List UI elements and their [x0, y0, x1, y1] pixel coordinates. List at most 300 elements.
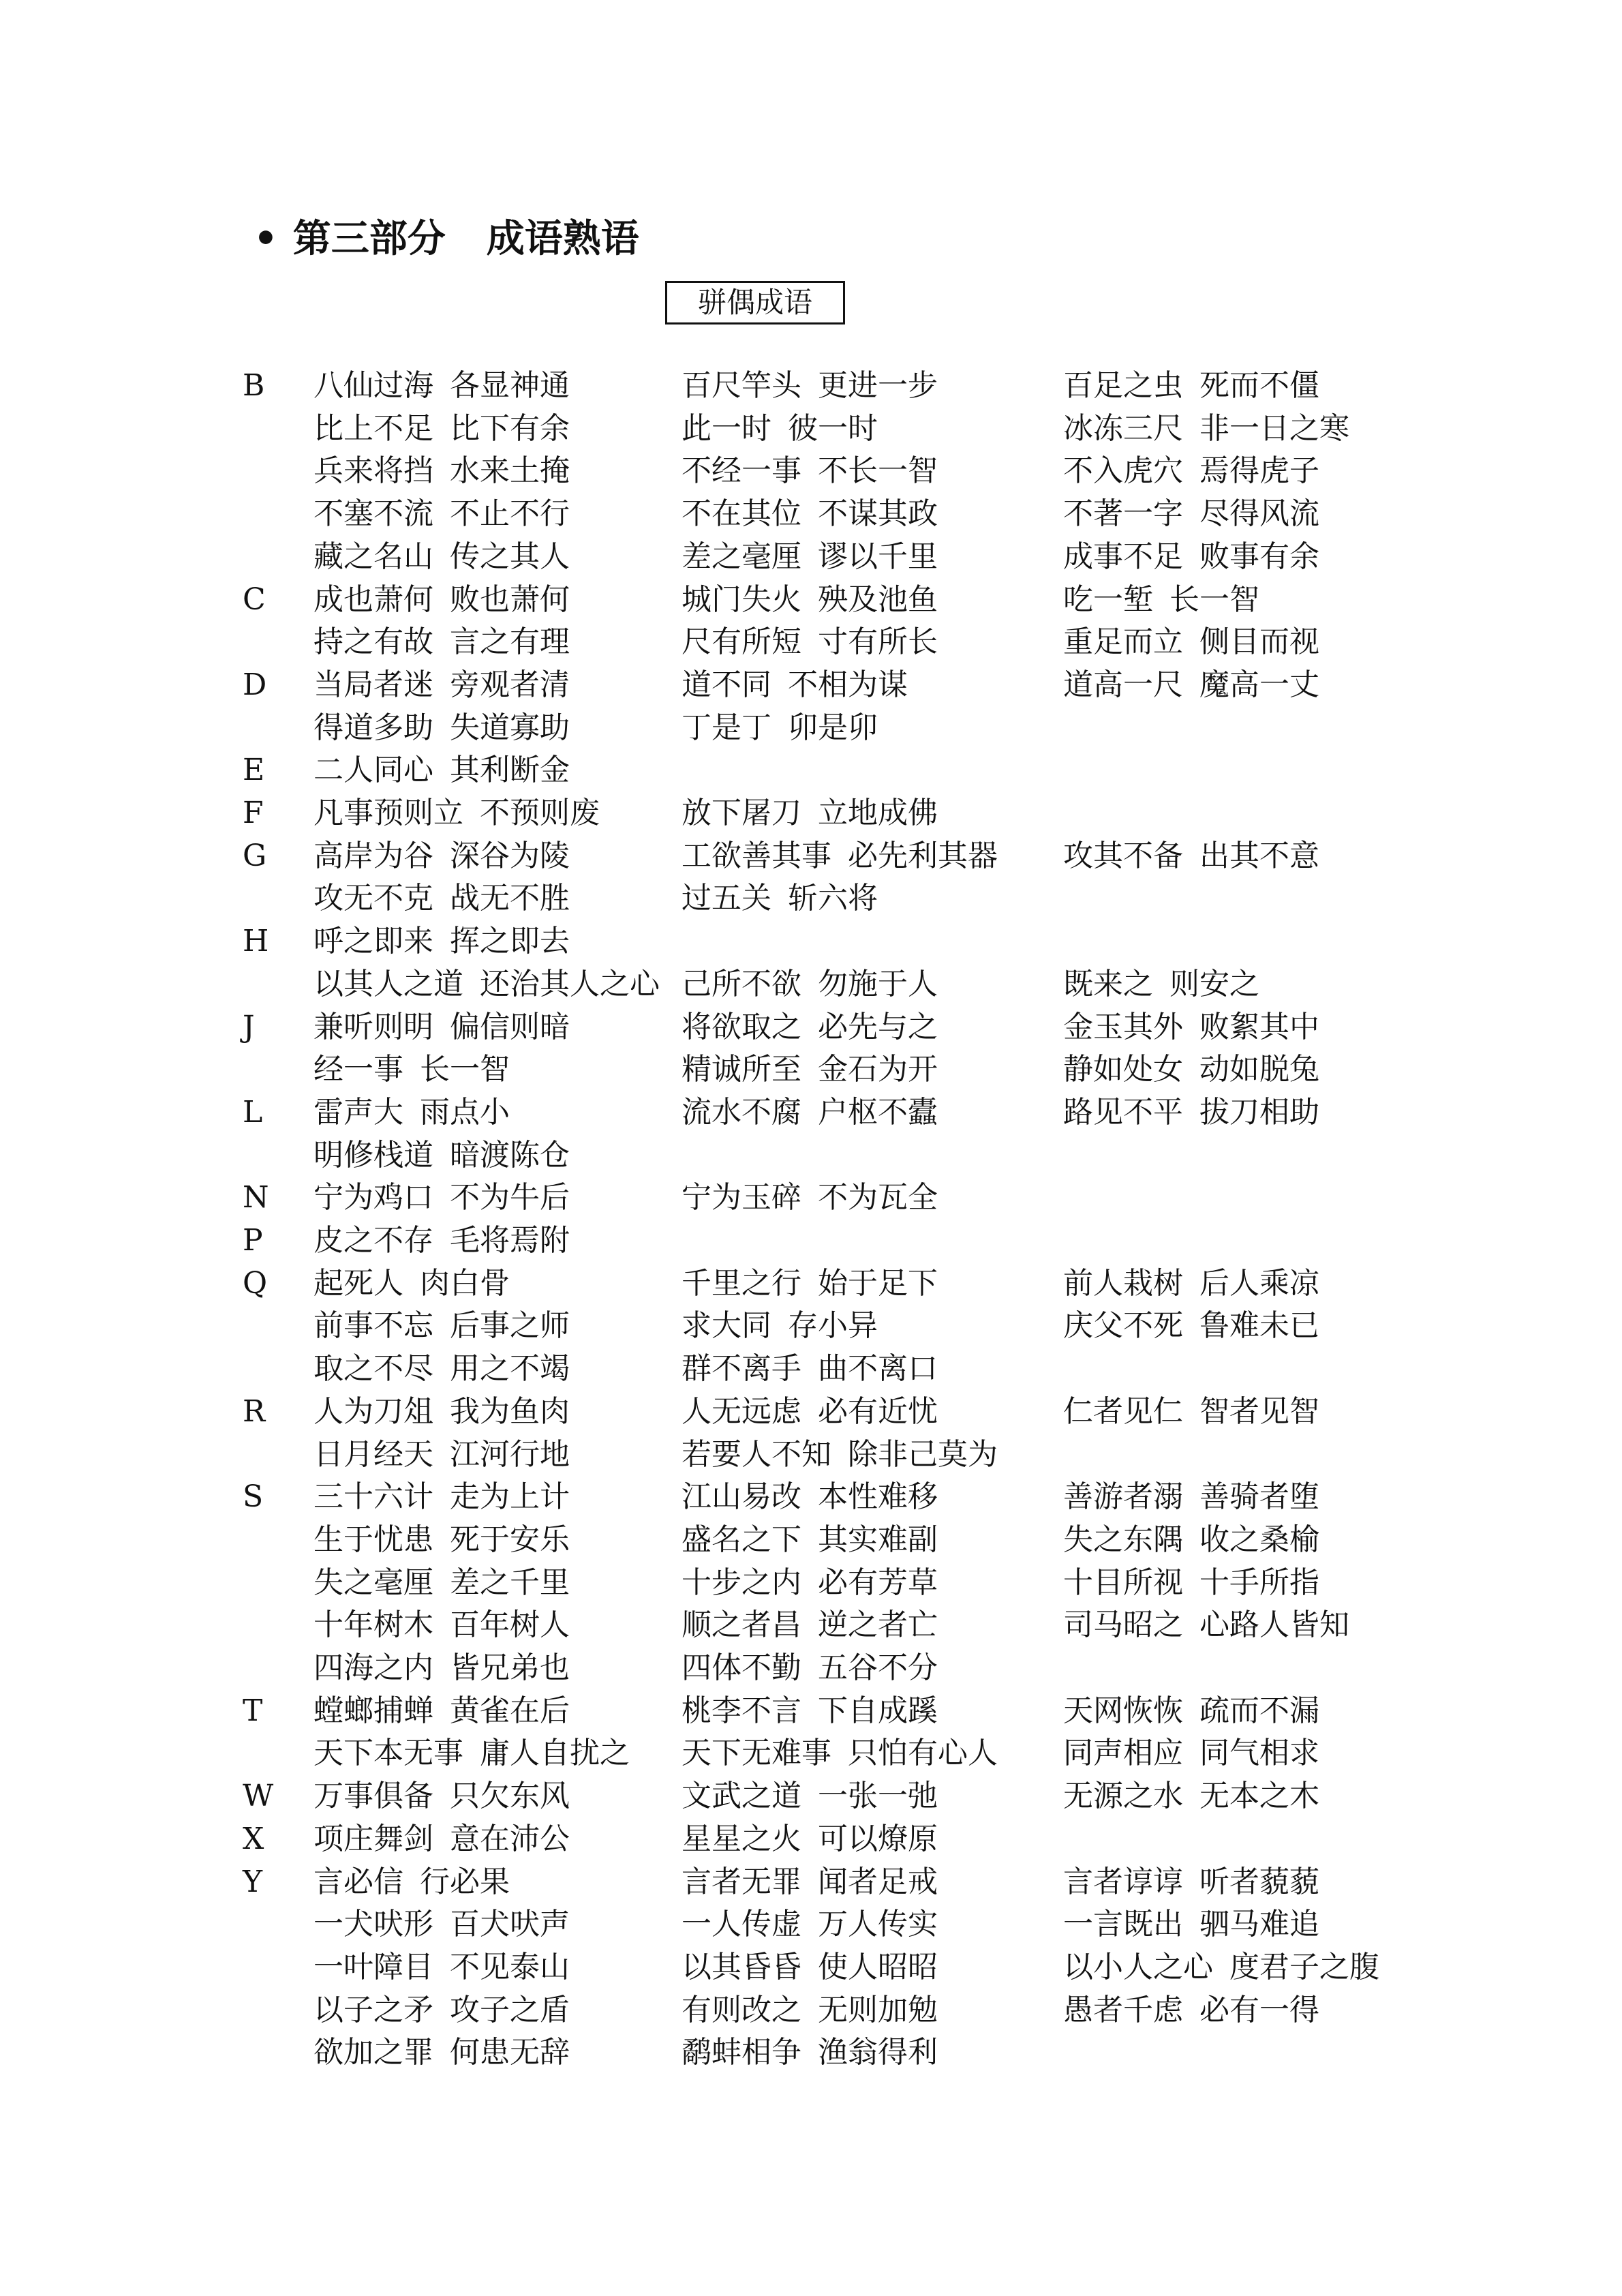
idiom-second-half: 何患无辞	[450, 2035, 570, 2070]
idiom-first-half: 将欲取之	[682, 1009, 801, 1044]
idiom-row	[0, 536, 1622, 578]
idiom-second-half: 行必果	[420, 1864, 510, 1899]
idiom-pair	[313, 792, 600, 834]
idiom-pair	[682, 707, 878, 749]
idiom-second-half: 不相为谋	[788, 667, 908, 702]
idiom-first-half: 成也萧何	[313, 581, 433, 617]
idiom-first-half: 司马昭之	[1063, 1607, 1183, 1643]
idiom-first-half: 生于忧患	[313, 1522, 433, 1557]
idiom-first-half: 若要人不知	[682, 1436, 831, 1472]
idiom-first-half: 一人传虚	[682, 1907, 801, 1942]
idiom-second-half: 使人昭昭	[818, 1949, 938, 1984]
idiom-first-half: 螳螂捕蝉	[313, 1693, 433, 1728]
idiom-first-half: 同声相应	[1063, 1736, 1183, 1771]
idiom-second-half: 攻子之盾	[450, 1992, 570, 2027]
idiom-pair	[682, 1519, 938, 1561]
idiom-second-half: 度君子之腹	[1229, 1949, 1379, 1984]
idiom-pair	[313, 579, 570, 621]
idiom-first-half: 冰冻三尺	[1063, 410, 1183, 446]
idiom-first-half: 前人栽树	[1063, 1265, 1183, 1301]
idiom-first-half: 道高一尺	[1063, 667, 1183, 702]
section-part: 第三部分	[292, 216, 446, 261]
idiom-second-half: 渔翁得利	[818, 2035, 938, 2070]
index-letter: G	[243, 838, 267, 873]
idiom-first-half: 百尺竿头	[682, 368, 801, 403]
idiom-first-half: 失之东隅	[1063, 1522, 1183, 1557]
idiom-second-half: 动如脱兔	[1199, 1052, 1319, 1087]
idiom-pair	[682, 1818, 938, 1860]
idiom-row	[0, 493, 1622, 535]
idiom-pair	[682, 1391, 938, 1433]
idiom-second-half: 更进一步	[818, 368, 938, 403]
idiom-pair	[1063, 1391, 1319, 1433]
idiom-pair	[313, 1989, 570, 2031]
idiom-second-half: 必有一得	[1199, 1992, 1319, 2027]
idiom-second-half: 善骑者堕	[1199, 1479, 1319, 1515]
idiom-second-half: 斩六将	[788, 881, 878, 916]
idiom-second-half: 死于安乐	[450, 1522, 570, 1557]
idiom-second-half: 江河行地	[450, 1436, 570, 1472]
idiom-second-half: 挥之即去	[450, 924, 570, 959]
idiom-pair	[682, 963, 938, 1006]
idiom-pair	[682, 877, 878, 920]
idiom-pair	[1063, 1946, 1379, 1989]
idiom-first-half: 群不离手	[682, 1351, 801, 1387]
idiom-first-half: 一言既出	[1063, 1907, 1183, 1942]
idiom-pair	[1063, 1690, 1319, 1732]
idiom-second-half: 失道寡助	[450, 710, 570, 745]
idiom-first-half: 十年树木	[313, 1607, 433, 1643]
idiom-pair	[1063, 1562, 1319, 1604]
section-heading	[254, 211, 639, 266]
idiom-pair	[1063, 1091, 1319, 1134]
idiom-first-half: 差之毫厘	[682, 539, 801, 574]
index-letter: N	[243, 1180, 269, 1215]
idiom-pair	[682, 493, 938, 535]
idiom-pair	[313, 1476, 570, 1518]
idiom-pair	[682, 408, 878, 450]
idiom-pair	[1063, 664, 1319, 706]
idiom-first-half: 成事不足	[1063, 539, 1183, 574]
idiom-row	[0, 1476, 1622, 1518]
idiom-row	[0, 365, 1622, 407]
idiom-first-half: 一叶障目	[313, 1949, 433, 1984]
idiom-second-half: 皆兄弟也	[450, 1650, 570, 1685]
idiom-pair	[313, 1220, 570, 1262]
idiom-first-half: 不在其位	[682, 496, 801, 532]
idiom-row	[0, 1220, 1622, 1262]
idiom-row	[0, 835, 1622, 877]
idiom-second-half: 战无不胜	[450, 881, 570, 916]
idiom-row	[0, 2031, 1622, 2074]
idiom-second-half: 金石为开	[818, 1052, 938, 1087]
idiom-row	[0, 1818, 1622, 1860]
idiom-second-half: 我为鱼肉	[450, 1393, 570, 1429]
index-letter: Q	[243, 1265, 268, 1301]
idiom-second-half: 心路人皆知	[1199, 1607, 1349, 1643]
idiom-second-half: 户枢不蠹	[818, 1094, 938, 1130]
idiom-second-half: 本性难移	[818, 1479, 938, 1515]
idiom-pair	[682, 1476, 938, 1518]
idiom-second-half: 始于足下	[818, 1265, 938, 1301]
idiom-pair	[682, 579, 938, 621]
idiom-first-half: 攻无不克	[313, 881, 433, 916]
idiom-pair	[1063, 408, 1349, 450]
idiom-second-half: 意在沛公	[450, 1821, 570, 1856]
idiom-pair	[682, 1562, 938, 1604]
idiom-first-half: 道不同	[682, 667, 771, 702]
idiom-first-half: 百足之虫	[1063, 368, 1183, 403]
idiom-row	[0, 707, 1622, 749]
index-letter: C	[243, 581, 266, 617]
idiom-second-half: 毛将焉附	[450, 1223, 570, 1258]
idiom-pair	[1063, 579, 1259, 621]
idiom-first-half: 日月经天	[313, 1436, 433, 1472]
idiom-pair	[682, 1861, 938, 1903]
idiom-pair	[682, 664, 908, 706]
idiom-pair	[682, 621, 938, 663]
idiom-pair	[313, 1775, 570, 1817]
idiom-pair	[313, 664, 570, 706]
idiom-pair	[682, 1348, 938, 1390]
idiom-first-half: 不入虎穴	[1063, 453, 1183, 489]
idiom-first-half: 流水不腐	[682, 1094, 801, 1130]
idiom-row	[0, 877, 1622, 920]
idiom-second-half: 听者藐藐	[1199, 1864, 1319, 1899]
idiom-first-half: 天下无难事	[682, 1736, 831, 1771]
idiom-first-half: 庆父不死	[1063, 1308, 1183, 1344]
idiom-first-half: 一犬吠形	[313, 1907, 433, 1942]
idiom-second-half: 百犬吠声	[450, 1907, 570, 1942]
idiom-pair	[1063, 1048, 1319, 1091]
idiom-pair	[313, 1732, 630, 1774]
idiom-second-half: 败絮其中	[1199, 1009, 1319, 1044]
idiom-second-half: 其利断金	[450, 753, 570, 788]
index-letter: R	[243, 1393, 266, 1429]
idiom-pair	[313, 707, 570, 749]
idiom-second-half: 殃及池鱼	[818, 581, 938, 617]
idiom-second-half: 后事之师	[450, 1308, 570, 1344]
idiom-first-half: 言者谆谆	[1063, 1864, 1183, 1899]
idiom-first-half: 丁是丁	[682, 710, 771, 745]
idiom-pair	[313, 1006, 570, 1048]
idiom-second-half: 不预则废	[480, 796, 600, 830]
index-letter: J	[243, 1009, 255, 1044]
idiom-first-half: 以子之矛	[313, 1992, 433, 2027]
idiom-first-half: 仁者见仁	[1063, 1393, 1183, 1429]
idiom-row	[0, 1091, 1622, 1134]
idiom-first-half: 天下本无事	[313, 1736, 463, 1771]
idiom-row	[0, 920, 1622, 963]
idiom-pair	[313, 408, 570, 450]
idiom-first-half: 皮之不存	[313, 1223, 433, 1258]
idiom-pair	[1063, 1519, 1319, 1561]
idiom-row	[0, 1177, 1622, 1219]
idiom-second-half: 尽得风流	[1199, 496, 1319, 532]
idiom-first-half: 无源之水	[1063, 1779, 1183, 1814]
idiom-second-half: 智者见智	[1199, 1393, 1319, 1429]
idiom-second-half: 各显神通	[450, 368, 570, 403]
idiom-second-half: 寸有所长	[818, 624, 938, 660]
idiom-pair	[313, 877, 570, 920]
index-letter: H	[243, 924, 269, 959]
idiom-first-half: 宁为玉碎	[682, 1180, 801, 1215]
idiom-pair	[313, 920, 570, 963]
idiom-first-half: 千里之行	[682, 1265, 801, 1301]
idiom-pair	[1063, 1732, 1319, 1774]
idiom-second-half: 败事有余	[1199, 539, 1319, 574]
idiom-second-half: 走为上计	[450, 1479, 570, 1515]
idiom-second-half: 长一智	[1169, 581, 1259, 617]
idiom-first-half: 善游者溺	[1063, 1479, 1183, 1515]
idiom-pair	[1063, 1476, 1319, 1518]
idiom-second-half: 谬以千里	[818, 539, 938, 574]
idiom-first-half: 十步之内	[682, 1565, 801, 1600]
idiom-pair	[1063, 963, 1259, 1006]
idiom-first-half: 失之毫厘	[313, 1565, 433, 1600]
idiom-pair	[313, 1134, 570, 1177]
idiom-second-half: 比下有余	[450, 410, 570, 446]
idiom-first-half: 四体不勤	[682, 1650, 801, 1685]
idiom-row	[0, 1348, 1622, 1390]
idiom-first-half: 不著一字	[1063, 496, 1183, 532]
idiom-pair	[1063, 1006, 1319, 1048]
idiom-row	[0, 1134, 1622, 1177]
idiom-first-half: 项庄舞剑	[313, 1821, 433, 1856]
idiom-pair	[1063, 1305, 1319, 1347]
idiom-first-half: 欲加之罪	[313, 2035, 433, 2070]
idiom-second-half: 不谋其政	[818, 496, 938, 532]
idiom-row	[0, 1305, 1622, 1347]
idiom-second-half: 存小异	[788, 1308, 878, 1344]
idiom-row	[0, 1391, 1622, 1433]
index-letter: S	[243, 1479, 264, 1515]
idiom-row	[0, 1690, 1622, 1732]
idiom-first-half: 不经一事	[682, 453, 801, 489]
idiom-first-half: 天网恢恢	[1063, 1693, 1183, 1728]
idiom-pair	[682, 1177, 938, 1219]
idiom-first-half: 求大同	[682, 1308, 771, 1344]
idiom-second-half: 十手所指	[1199, 1565, 1319, 1600]
idiom-second-half: 不为瓦全	[818, 1180, 938, 1215]
idiom-pair	[1063, 365, 1319, 407]
idiom-first-half: 言必信	[313, 1864, 403, 1899]
index-letter: D	[243, 667, 267, 702]
idiom-pair	[682, 1690, 938, 1732]
idiom-row	[0, 963, 1622, 1006]
idiom-pair	[682, 1006, 938, 1048]
idiom-first-half: 经一事	[313, 1052, 403, 1087]
idiom-first-half: 前事不忘	[313, 1308, 433, 1344]
idiom-second-half: 旁观者清	[450, 667, 570, 702]
idiom-second-half: 无则加勉	[818, 1992, 938, 2027]
idiom-second-half: 侧目而视	[1199, 624, 1319, 660]
idiom-first-half: 人为刀俎	[313, 1393, 433, 1429]
idiom-row	[0, 450, 1622, 492]
idiom-pair	[1063, 835, 1319, 877]
idiom-second-half: 可以燎原	[818, 1821, 938, 1856]
idiom-first-half: 有则改之	[682, 1992, 801, 2027]
idiom-pair	[313, 2031, 570, 2074]
idiom-first-half: 人无远虑	[682, 1393, 801, 1429]
idiom-second-half: 言之有理	[450, 624, 570, 660]
idiom-second-half: 除非己莫为	[848, 1436, 998, 1472]
idiom-first-half: 凡事预则立	[313, 796, 463, 830]
idiom-row	[0, 792, 1622, 834]
idiom-first-half: 江山易改	[682, 1479, 801, 1515]
idiom-pair	[1063, 1903, 1319, 1946]
idiom-first-half: 言者无罪	[682, 1864, 801, 1899]
idiom-first-half: 吃一堑	[1063, 581, 1153, 617]
idiom-second-half: 暗渡陈仓	[450, 1137, 570, 1173]
idiom-first-half: 静如处女	[1063, 1052, 1183, 1087]
idiom-pair	[682, 1775, 938, 1817]
idiom-pair	[682, 1989, 938, 2031]
idiom-pair	[313, 1604, 570, 1646]
idiom-first-half: 三十六计	[313, 1479, 433, 1515]
idiom-pair	[313, 1519, 570, 1561]
idiom-second-half: 差之千里	[450, 1565, 570, 1600]
idiom-first-half: 星星之火	[682, 1821, 801, 1856]
idiom-second-half: 败也萧何	[450, 581, 570, 617]
idiom-second-half: 拔刀相助	[1199, 1094, 1319, 1130]
idiom-pair	[313, 1391, 570, 1433]
idiom-pair	[1063, 1604, 1349, 1646]
idiom-row	[0, 1647, 1622, 1689]
index-letter: P	[243, 1223, 263, 1258]
idiom-first-half: 取之不尽	[313, 1351, 433, 1387]
idiom-second-half: 只欠东风	[450, 1779, 570, 1814]
idiom-first-half: 金玉其外	[1063, 1009, 1183, 1044]
idiom-second-half: 非一日之寒	[1199, 410, 1349, 446]
idiom-first-half: 兼听则明	[313, 1009, 433, 1044]
idiom-second-half: 不止不行	[450, 496, 570, 532]
idiom-row	[0, 1861, 1622, 1903]
idiom-first-half: 万事俱备	[313, 1779, 433, 1814]
idiom-pair	[1063, 493, 1319, 535]
idiom-second-half: 出其不意	[1199, 838, 1319, 873]
idiom-pair	[313, 1690, 570, 1732]
idiom-first-half: 宁为鸡口	[313, 1180, 433, 1215]
idiom-row	[0, 1946, 1622, 1989]
idiom-row	[0, 664, 1622, 706]
idiom-row	[0, 1732, 1622, 1774]
idiom-second-half: 必有近忧	[818, 1393, 938, 1429]
idiom-first-half: 精诚所至	[682, 1052, 801, 1087]
idiom-pair	[313, 963, 660, 1006]
idiom-pair	[682, 365, 938, 407]
idiom-first-half: 重足而立	[1063, 624, 1183, 660]
index-letter: L	[243, 1094, 263, 1130]
idiom-first-half: 己所不欲	[682, 966, 801, 1001]
idiom-pair	[313, 749, 570, 791]
section-title: 成语熟语	[486, 216, 639, 261]
idiom-first-half: 桃李不言	[682, 1693, 801, 1728]
idiom-pair	[313, 1562, 570, 1604]
idiom-second-half: 焉得虎子	[1199, 453, 1319, 489]
idiom-first-half: 得道多助	[313, 710, 433, 745]
idiom-pair	[682, 1946, 938, 1989]
idiom-pair	[682, 1048, 938, 1091]
idiom-first-half: 愚者千虑	[1063, 1992, 1183, 2027]
idiom-row	[0, 1775, 1622, 1817]
idiom-second-half: 雨点小	[420, 1094, 510, 1130]
idiom-first-half: 呼之即来	[313, 924, 433, 959]
idiom-pair	[682, 2031, 938, 2074]
idiom-first-half: 兵来将挡	[313, 453, 433, 489]
idiom-second-half: 彼一时	[788, 410, 878, 446]
idiom-second-half: 驷马难追	[1199, 1907, 1319, 1942]
idiom-first-half: 攻其不备	[1063, 838, 1183, 873]
idiom-row	[0, 1048, 1622, 1091]
idiom-pair	[313, 536, 570, 578]
idiom-pair	[313, 1091, 510, 1134]
idiom-pair	[682, 1091, 938, 1134]
idiom-row	[0, 749, 1622, 791]
idiom-row	[0, 1519, 1622, 1561]
idiom-pair	[313, 1861, 510, 1903]
index-letter: W	[243, 1779, 274, 1814]
idiom-pair	[313, 1647, 570, 1689]
bullet-marker: •	[254, 216, 278, 261]
idiom-first-half: 放下屠刀	[682, 796, 801, 830]
idiom-second-half: 偏信则暗	[450, 1009, 570, 1044]
idiom-pair	[313, 1348, 570, 1390]
idiom-pair	[313, 1946, 570, 1989]
idiom-first-half: 起死人	[313, 1265, 403, 1301]
idiom-second-half: 用之不竭	[450, 1351, 570, 1387]
idiom-pair	[313, 1048, 510, 1091]
index-letter: B	[243, 368, 265, 403]
idiom-first-half: 过五关	[682, 881, 771, 916]
index-letter: X	[243, 1821, 264, 1856]
idiom-second-half: 不为牛后	[450, 1180, 570, 1215]
idiom-pair	[1063, 621, 1319, 663]
idiom-second-half: 不见泰山	[450, 1949, 570, 1984]
idiom-second-half: 万人传实	[818, 1907, 938, 1942]
idiom-pair	[682, 450, 938, 492]
idiom-row	[0, 1263, 1622, 1305]
idiom-pair	[313, 365, 570, 407]
idiom-second-half: 不长一智	[818, 453, 938, 489]
idiom-second-half: 五谷不分	[818, 1650, 938, 1685]
idiom-first-half: 藏之名山	[313, 539, 433, 574]
idiom-pair	[1063, 1263, 1319, 1305]
idiom-pair	[1063, 1989, 1319, 2031]
idiom-second-half: 长一智	[420, 1052, 510, 1087]
idiom-first-half: 持之有故	[313, 624, 433, 660]
idiom-second-half: 同气相求	[1199, 1736, 1319, 1771]
idiom-second-half: 肉白骨	[420, 1265, 510, 1301]
idiom-second-half: 只怕有心人	[848, 1736, 998, 1771]
idiom-first-half: 鹬蚌相争	[682, 2035, 801, 2070]
idiom-pair	[313, 621, 570, 663]
idiom-second-half: 无本之木	[1199, 1779, 1319, 1814]
idiom-row	[0, 1903, 1622, 1946]
idiom-first-half: 十目所视	[1063, 1565, 1183, 1600]
idiom-pair	[682, 1263, 938, 1305]
idiom-pair	[682, 835, 998, 877]
idiom-row	[0, 408, 1622, 450]
idiom-first-half: 雷声大	[313, 1094, 403, 1130]
idiom-pair	[682, 1305, 878, 1347]
idiom-first-half: 工欲善其事	[682, 838, 831, 873]
index-letter: E	[243, 753, 265, 788]
idiom-first-half: 此一时	[682, 410, 771, 446]
idiom-first-half: 高岸为谷	[313, 838, 433, 873]
idiom-second-half: 百年树人	[450, 1607, 570, 1643]
idiom-pair	[682, 1732, 998, 1774]
